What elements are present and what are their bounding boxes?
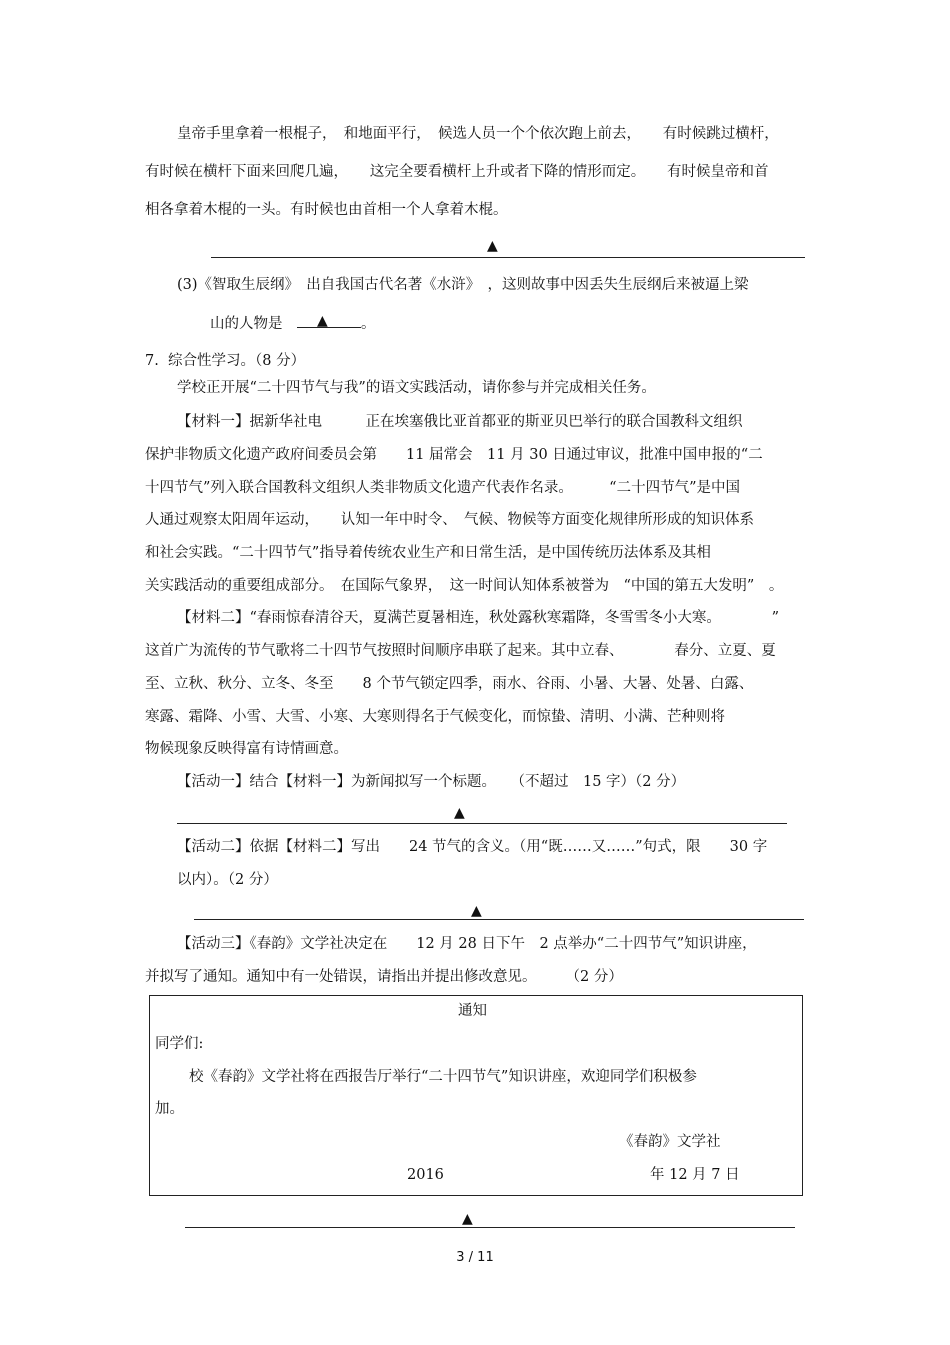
activity-3-line-1: 【活动三】《春韵》文学社决定在 12 月 28 日下午 2 点举办“二十四节气”知识讲座， xyxy=(177,936,757,952)
material-2-line-3: 至、立秋、秋分、立冬、冬至 8 个节气锁定四季，雨水、谷雨、小暑、大暑、处暑、白露、 xyxy=(145,676,754,692)
page-number: 3 / 11 xyxy=(456,1250,494,1265)
q3-answer-blank[interactable] xyxy=(297,313,361,328)
activity-2-line-2: 以内）。（2 分） xyxy=(177,872,278,888)
q7-title: 7. 综合性学习。（8 分） xyxy=(145,353,306,369)
material-1-line-1: 【材料一】据新华社电 正在埃塞俄比亚首都亚的斯亚贝巴举行的联合国教科文组织 xyxy=(177,414,743,430)
answer-marker-1: ▲ xyxy=(487,238,498,254)
answer-line-activity-3[interactable] xyxy=(185,1227,795,1228)
q3-line-2-suffix: 。 xyxy=(361,316,376,332)
activity-3-line-2: 并拟写了通知。通知中有一处错误，请指出并提出修改意见。 （2 分） xyxy=(145,969,623,985)
answer-line-1[interactable] xyxy=(211,257,805,258)
answer-marker-4: ▲ xyxy=(462,1211,473,1227)
q7-intro: 学校正开展“二十四节气与我”的语文实践活动，请你参与并完成相关任务。 xyxy=(177,380,656,396)
notice-greeting: 同学们: xyxy=(155,1036,204,1052)
material-1-line-4: 人通过观察太阳周年运动， 认知一年中时令、 气候、物候等方面变化规律所形成的知识体系 xyxy=(145,512,754,528)
material-1-line-6: 关实践活动的重要组成部分。 在国际气象界， 这一时间认知体系被誉为 “中国的第五大发明” 。 xyxy=(145,578,784,594)
material-2-line-5: 物候现象反映得富有诗情画意。 xyxy=(145,741,348,757)
answer-marker-2: ▲ xyxy=(454,805,465,821)
q3-line-2-prefix: 山的人物是 xyxy=(210,316,283,332)
material-1-line-5: 和社会实践。“二十四节气”指导着传统农业生产和日常生活，是中国传统历法体系及其相 xyxy=(145,545,711,561)
notice-year: 2016 xyxy=(407,1167,444,1183)
material-2-line-4: 寒露、霜降、小雪、大雪、小寒、大寒则得名于气候变化，而惊蛰、清明、小满、芒种则将 xyxy=(145,709,725,725)
notice-body-line-2: 加。 xyxy=(155,1101,184,1117)
material-2-line-1: 【材料二】“春雨惊春清谷天，夏满芒夏暑相连，秋处露秋寒霜降，冬雪雪冬小大寒。 ” xyxy=(177,610,780,626)
activity-2-line-1: 【活动二】依据【材料二】写出 24 节气的含义。（用“既……又……”句式，限 30 字 xyxy=(177,839,768,855)
q3-line-1: (3)《智取生辰纲》 出自我国古代名著《水浒》 ，这则故事中因丢失生辰纲后来被逼上梁 xyxy=(177,277,749,293)
passage-line-2: 有时候在横杆下面来回爬几遍， 这完全要看横杆上升或者下降的情形而定。 有时候皇帝和首 xyxy=(145,164,769,180)
notice-signature: 《春韵》文学社 xyxy=(619,1134,721,1150)
material-1-line-2: 保护非物质文化遗产政府间委员会第 11 届常会 11 月 30 日通过审议，批准中国申报的“二 xyxy=(145,447,763,463)
answer-line-activity-1[interactable] xyxy=(177,823,787,824)
answer-marker-q3: ▲ xyxy=(317,313,328,329)
answer-marker-3: ▲ xyxy=(471,903,482,919)
notice-body-line-1: 校《春韵》文学社将在西报告厅举行“二十四节气”知识讲座，欢迎同学们积极参 xyxy=(189,1069,697,1085)
q3-line-2 xyxy=(210,313,376,334)
notice-title: 通知 xyxy=(458,1003,487,1019)
activity-1: 【活动一】结合【材料一】为新闻拟写一个标题。 （不超过 15 字）（2 分） xyxy=(177,774,686,790)
passage-line-3: 相各拿着木棍的一头。有时候也由首相一个人拿着木棍。 xyxy=(145,202,508,218)
material-2-line-2: 这首广为流传的节气歌将二十四节气按照时间顺序串联了起来。其中立春、 春分、立夏、夏 xyxy=(145,643,776,659)
notice-date: 年 12 月 7 日 xyxy=(650,1167,740,1183)
material-1-line-3: 十四节气”列入联合国教科文组织人类非物质文化遗产代表作名录。 “二十四节气”是中国 xyxy=(145,480,740,496)
passage-line-1: 皇帝手里拿着一根棍子， 和地面平行， 候选人员一个个依次跑上前去， 有时候跳过横杆， xyxy=(177,126,779,142)
answer-line-activity-2[interactable] xyxy=(194,919,804,920)
